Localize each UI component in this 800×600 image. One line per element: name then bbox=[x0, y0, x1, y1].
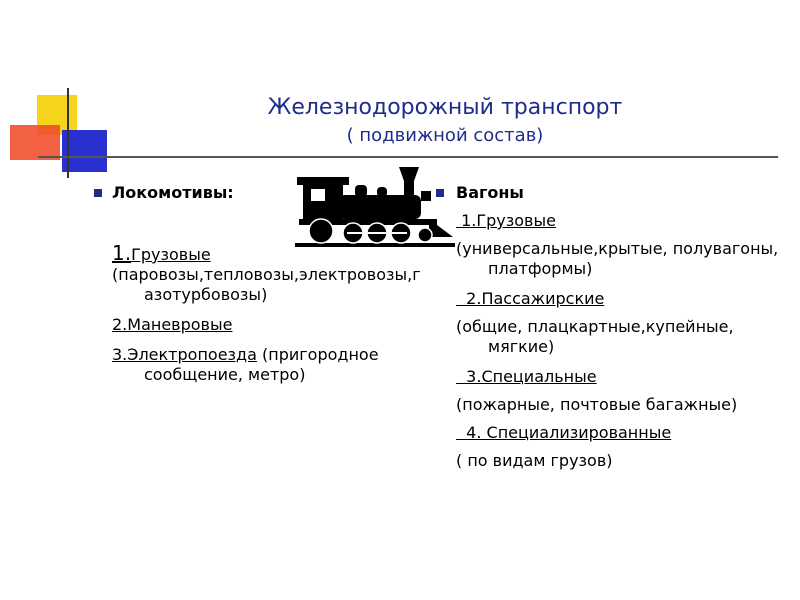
wagon-item-2-title: 2.Пассажирские bbox=[456, 289, 605, 308]
locomotives-header: Локомотивы: bbox=[112, 183, 234, 202]
wagon-item-2-desc: (общие, плацкартные,купейные, мягкие) bbox=[456, 317, 734, 356]
locomotive-item-3 bbox=[112, 345, 432, 385]
decor-red-square bbox=[10, 125, 60, 160]
locomotive-item-1-num: 1. bbox=[112, 241, 132, 265]
decor-vertical-line bbox=[67, 88, 69, 178]
locomotive-item-1-desc: (паровозы,тепловозы,электровозы,газотурбовозы) bbox=[112, 265, 421, 304]
slide-subtitle: ( подвижной состав) bbox=[346, 125, 544, 146]
slide-title: Железнодорожный транспорт bbox=[267, 95, 623, 120]
locomotive-item-3-desc: (пригородное сообщение, метро) bbox=[144, 345, 379, 384]
wagons-header: Вагоны bbox=[456, 183, 524, 202]
locomotive-item-3-title: 3.Электропоезда bbox=[112, 345, 257, 364]
locomotives-column bbox=[112, 183, 432, 385]
wagons-column bbox=[456, 183, 786, 471]
slide-title-block bbox=[200, 94, 690, 150]
wagon-item-1-desc: (универсальные,крытые, полувагоны, платформы) bbox=[456, 239, 779, 278]
locomotive-item-1-title: Грузовые bbox=[131, 245, 211, 264]
locomotive-item-1 bbox=[112, 243, 432, 305]
square-bullet-icon bbox=[94, 189, 102, 197]
wagon-item-3-desc: (пожарные, почтовые багажные) bbox=[456, 395, 738, 414]
locomotive-item-2: 2.Маневровые bbox=[112, 315, 233, 334]
square-bullet-icon bbox=[436, 189, 444, 197]
wagon-item-4-title: 4. Специализированные bbox=[456, 423, 672, 442]
decor-horizontal-line bbox=[38, 156, 778, 158]
locomotives-header-row bbox=[112, 183, 432, 203]
wagon-item-4-desc: ( по видам грузов) bbox=[456, 451, 613, 470]
wagon-item-1-title: 1.Грузовые bbox=[456, 211, 556, 230]
wagon-item-3-title: 3.Специальные bbox=[456, 367, 597, 386]
wagons-header-row bbox=[456, 183, 786, 203]
